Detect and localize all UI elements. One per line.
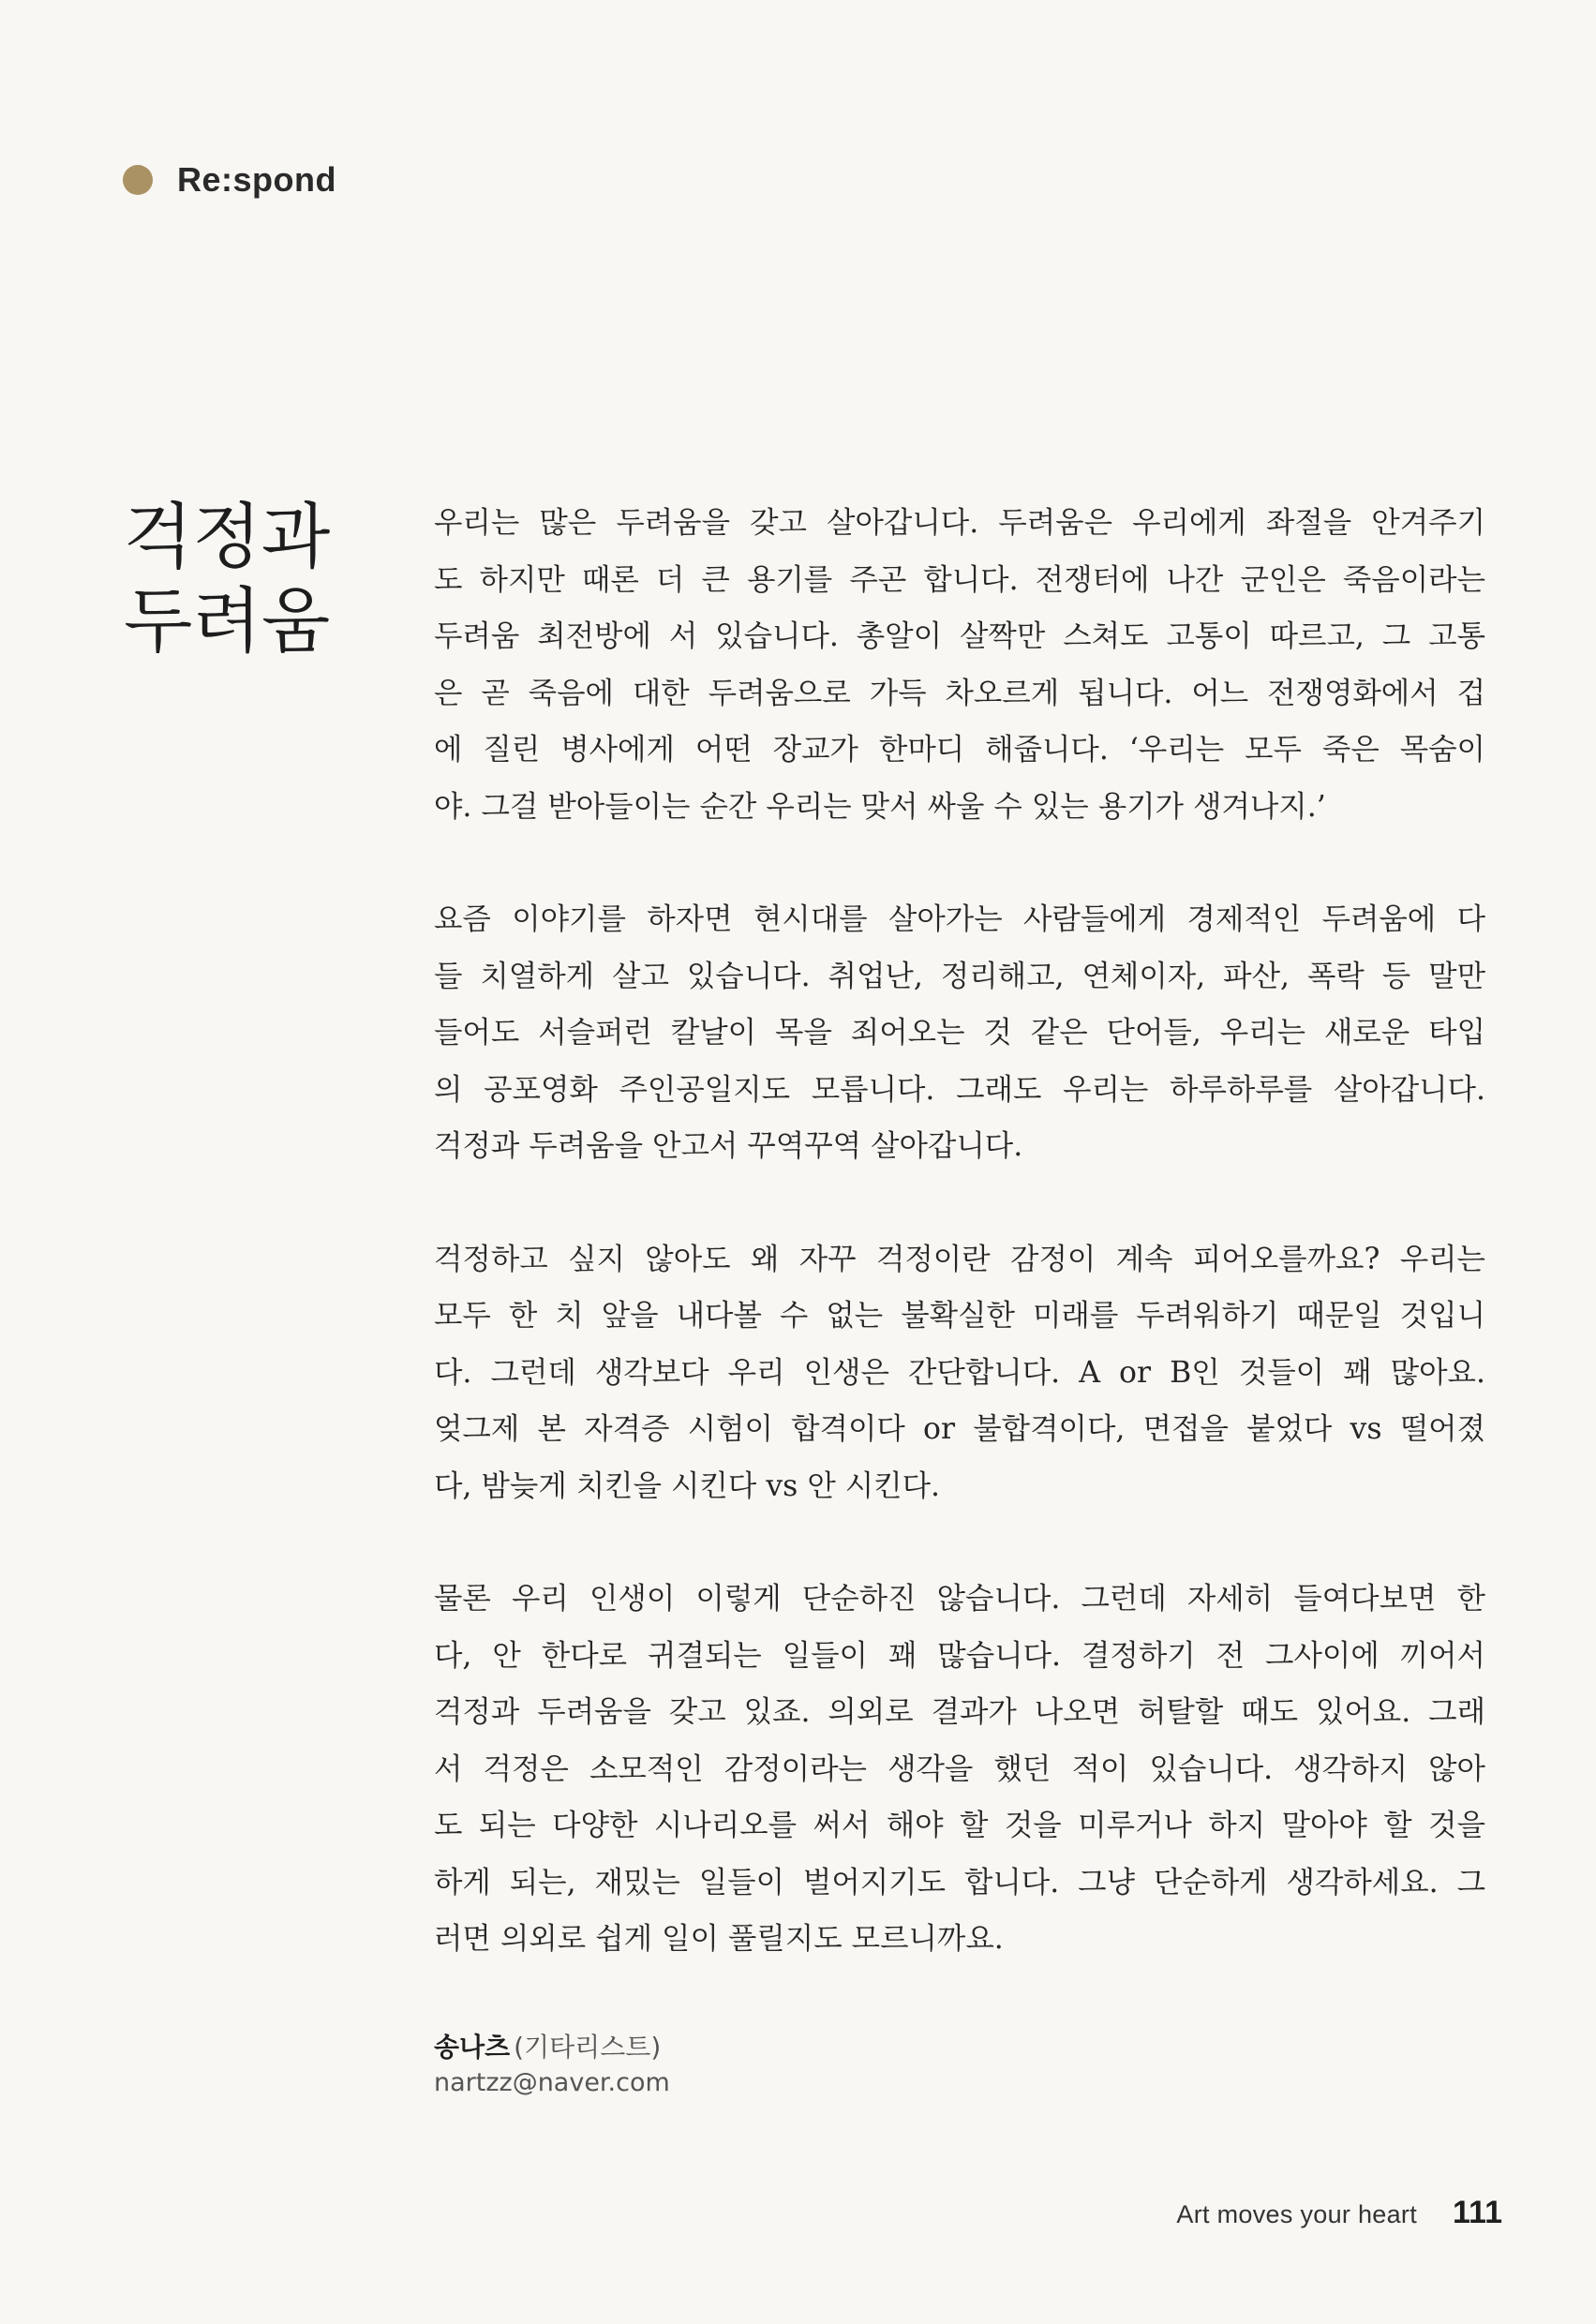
body-line: 물론 우리 인생이 이렇게 단순하진 않습니다. 그런데 자세히 들여다보면 한 — [434, 1582, 1485, 1616]
body-line: 의 공포영화 주인공일지도 모릅니다. 그래도 우리는 하루하루를 살아갑니다. — [434, 1072, 1485, 1107]
article-title-line-1: 걱정과 — [124, 495, 331, 578]
section-dot-icon — [123, 165, 153, 195]
author-email[interactable]: nartzz@naver.com — [434, 2068, 670, 2097]
article-paragraph-4 — [434, 1571, 1485, 1968]
body-line: 들 치열하게 살고 있습니다. 취업난, 정리해고, 연체이자, 파산, 폭락 등 말만 — [434, 959, 1485, 993]
body-line: 은 곧 죽음에 대한 두려움으로 가득 차오르게 됩니다. 어느 전쟁영화에서 겁 — [434, 676, 1485, 710]
page-number: 111 — [1453, 2195, 1502, 2230]
article-paragraph-3 — [434, 1231, 1485, 1515]
body-line: 하게 되는, 재밌는 일들이 벌어지기도 합니다. 그냥 단순하게 생각하세요. 그 — [434, 1865, 1485, 1899]
author-role: (기타리스트) — [514, 2032, 662, 2063]
body-line: 모두 한 치 앞을 내다볼 수 없는 불확실한 미래를 두려워하기 때문일 것입니 — [434, 1299, 1485, 1333]
body-line: 걱정과 두려움을 안고서 꾸역꾸역 살아갑니다. — [434, 1129, 1023, 1163]
body-line: 다, 안 한다로 귀결되는 일들이 꽤 많습니다. 결정하기 전 그사이에 끼어서 — [434, 1638, 1485, 1673]
body-line: 도 되는 다양한 시나리오를 써서 해야 할 것을 미루거나 하지 말아야 할 것을 — [434, 1809, 1485, 1842]
body-line: 걱정과 두려움을 갖고 있죠. 의외로 결과가 나오면 허탈할 때도 있어요. 그래 — [434, 1695, 1485, 1729]
body-line: 야. 그걸 받아들이는 순간 우리는 맞서 싸울 수 있는 용기가 생겨나지.’ — [434, 789, 1326, 824]
article-paragraph-1 — [434, 495, 1485, 835]
author-info — [434, 2030, 670, 2101]
article-title — [124, 495, 395, 663]
body-line: 다. 그런데 생각보다 우리 인생은 간단합니다. A or B인 것들이 꽤 많아요. — [434, 1355, 1485, 1390]
body-line: 엊그제 본 자격증 시험이 합격이다 or 불합격이다, 면접을 붙었다 vs 떨어졌 — [434, 1412, 1485, 1446]
body-line: 두려움 최전방에 서 있습니다. 총알이 살짝만 스쳐도 고통이 따르고, 그 고통 — [434, 619, 1485, 653]
body-line: 에 질린 병사에게 어떤 장교가 한마디 해줍니다. ‘우리는 모두 죽은 목숨이 — [434, 733, 1485, 767]
article-paragraph-2 — [434, 891, 1485, 1175]
article-title-line-2: 두려움 — [124, 579, 331, 663]
body-line: 우리는 많은 두려움을 갖고 살아갑니다. 두려움은 우리에게 좌절을 안겨주기 — [434, 506, 1485, 540]
body-line: 서 걱정은 소모적인 감정이라는 생각을 했던 적이 있습니다. 생각하지 않아 — [434, 1751, 1485, 1786]
section-label: Re:spond — [177, 160, 336, 199]
section-tag — [123, 161, 336, 199]
footer-slogan: Art moves your heart — [1176, 2200, 1418, 2228]
author-name: 송나츠 — [434, 2032, 511, 2063]
body-line: 도 하지만 때론 더 큰 용기를 주곤 합니다. 전쟁터에 나간 군인은 죽음이라는 — [434, 562, 1485, 597]
body-line: 들어도 서슬퍼런 칼날이 목을 죄어오는 것 같은 단어들, 우리는 새로운 타입 — [434, 1016, 1485, 1050]
page-footer — [1176, 2195, 1502, 2231]
body-line: 요즘 이야기를 하자면 현시대를 살아가는 사람들에게 경제적인 두려움에 다 — [434, 902, 1485, 936]
body-line: 다, 밤늦게 치킨을 시킨다 vs 안 시킨다. — [434, 1468, 941, 1503]
body-line: 러면 의외로 쉽게 일이 풀릴지도 모르니까요. — [434, 1922, 1004, 1956]
article-body — [434, 495, 1485, 2024]
body-line: 걱정하고 싶지 않아도 왜 자꾸 걱정이란 감정이 계속 피어오를까요? 우리는 — [434, 1242, 1485, 1276]
